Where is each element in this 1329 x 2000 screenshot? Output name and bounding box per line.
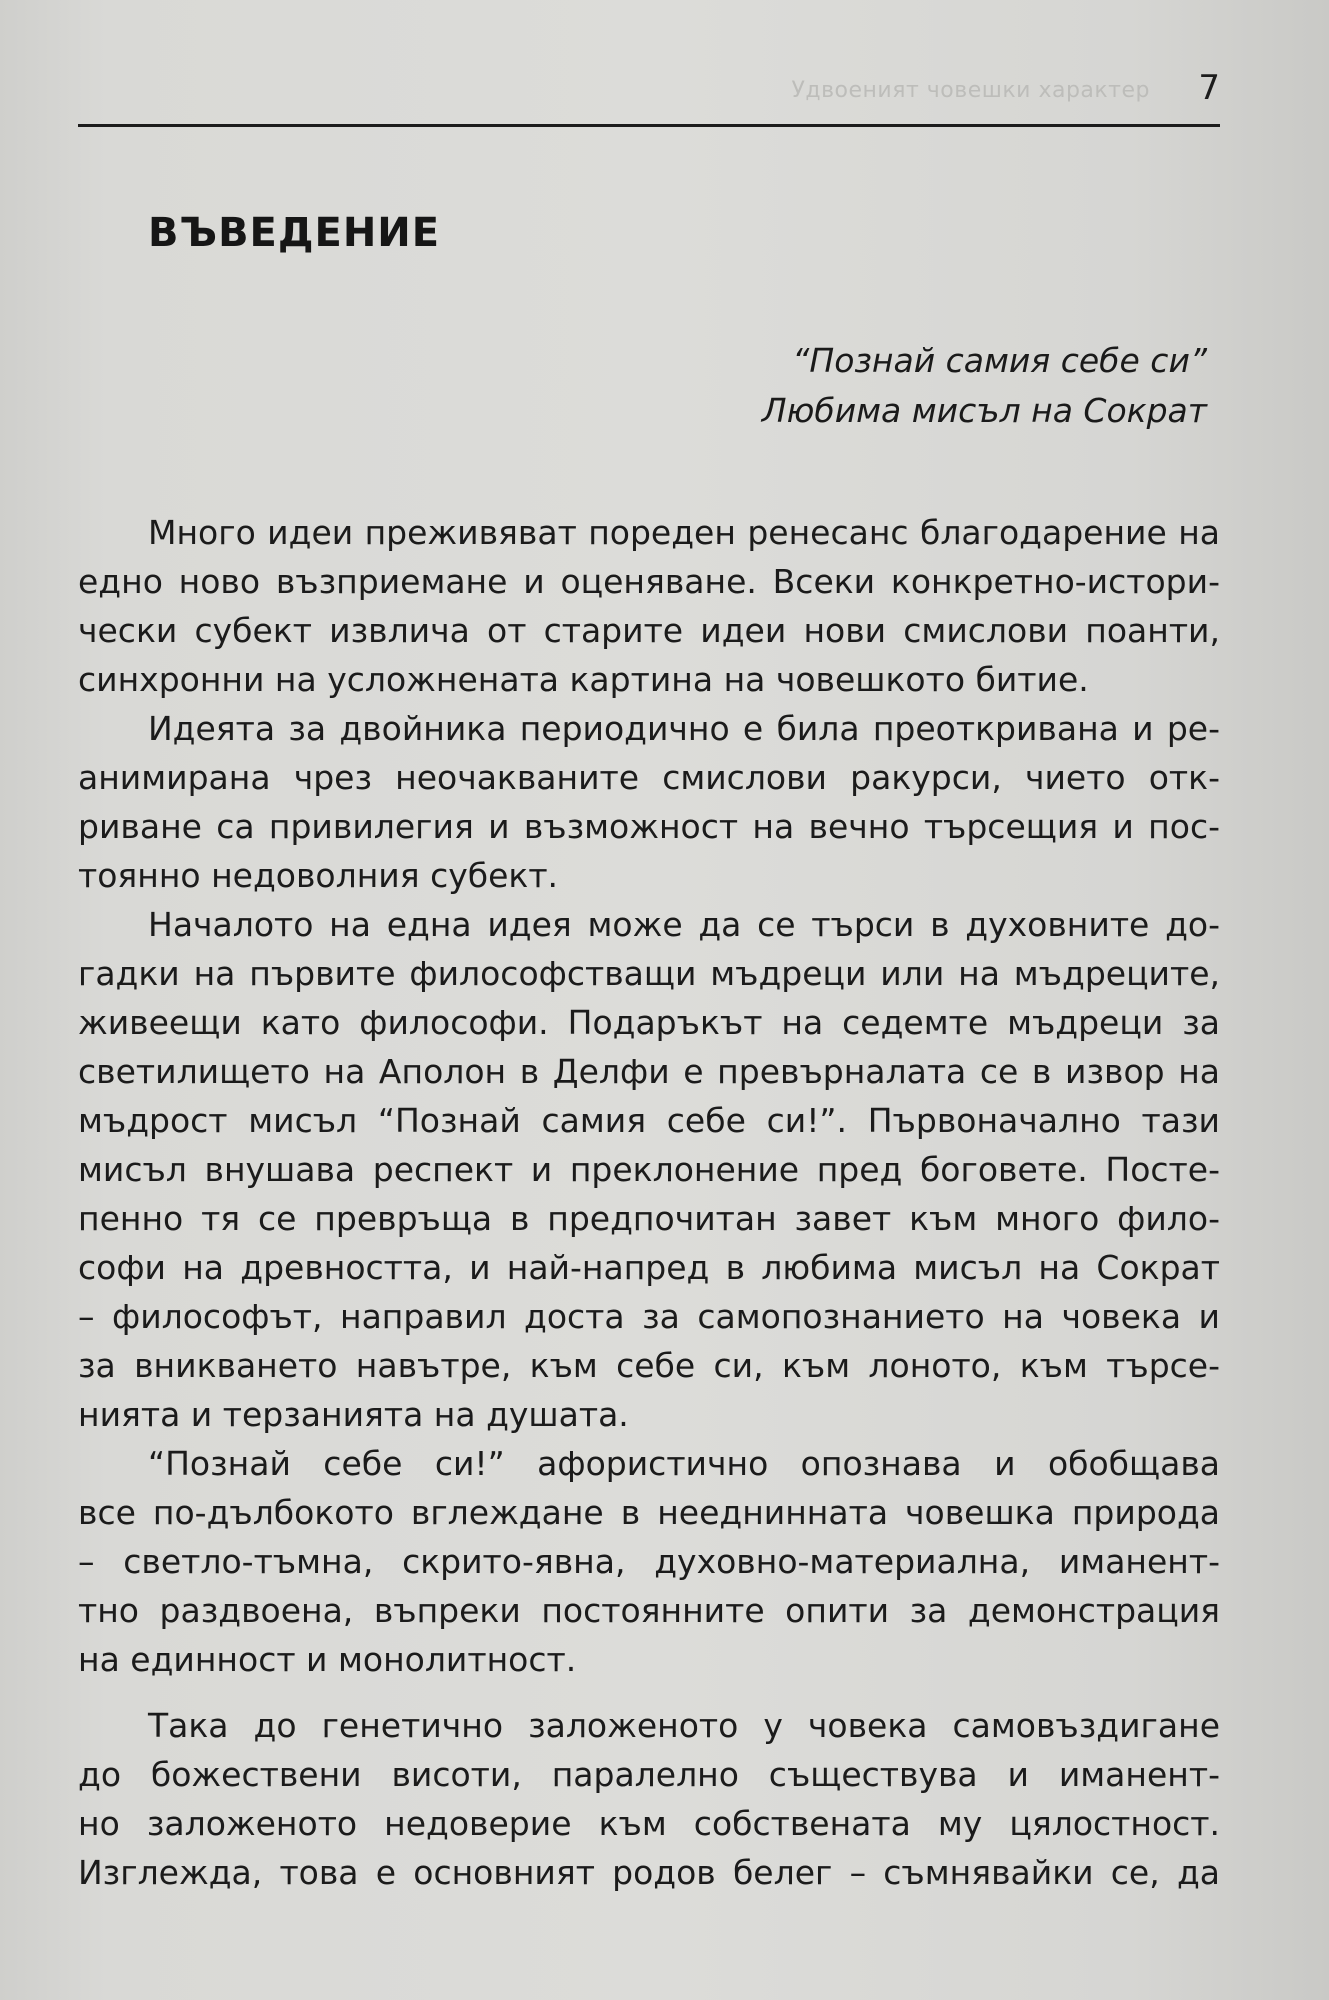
body-text	[78, 508, 1220, 1897]
text-line: синхронни на усложнената картина на човешкото битие.	[78, 660, 1089, 699]
text-line: за вникването навътре, към себе си, към лоното, към търсе-	[78, 1346, 1220, 1385]
text-line: мъдрост мисъл “Познай самия себе си!”. Първоначално тази	[78, 1101, 1220, 1140]
text-line: все по-дълбокото вглеждане в нееднинната човешка природа	[78, 1493, 1220, 1532]
paragraph-1	[78, 508, 1220, 704]
text-line: мисъл внушава респект и преклонение пред боговете. Посте-	[78, 1150, 1220, 1189]
text-line: тоянно недоволния субект.	[78, 856, 559, 895]
running-header	[78, 60, 1220, 127]
page-number: 7	[1198, 68, 1220, 108]
text-line: Много идеи преживяват пореден ренесанс благодарение на	[148, 513, 1220, 552]
paragraph-4	[78, 1439, 1220, 1684]
paragraph-5	[78, 1701, 1220, 1897]
text-line: – светло-тъмна, скрито-явна, духовно-материална, иманент-	[78, 1542, 1220, 1581]
text-line: чески субект извлича от старите идеи нови смислови поанти,	[78, 611, 1220, 650]
epigraph-quote: “Познай самия себе си”	[792, 341, 1207, 380]
text-line: Началото на една идея може да се търси в духовните до-	[148, 905, 1220, 944]
chapter-title: ВЪВЕДЕНИЕ	[148, 210, 441, 256]
text-line: едно ново възприемане и оценяване. Всеки конкретно-истори-	[78, 562, 1220, 601]
text-line: – философът, направил доста за самопознанието на човека и	[78, 1297, 1220, 1336]
text-line: светилището на Аполон в Делфи е превърналата се в извор на	[78, 1052, 1220, 1091]
running-title: Удвоеният човешки характер	[791, 78, 1150, 103]
epigraph-attribution: Любима мисъл на Сократ	[761, 391, 1207, 430]
text-line: Изглежда, това е основният родов белег – съмнявайки се, да	[78, 1853, 1220, 1892]
text-line: гадки на първите философстващи мъдреци или на мъдреците,	[78, 954, 1220, 993]
text-line: риване са привилегия и възможност на вечно търсещия и пос-	[78, 807, 1220, 846]
text-line: анимирана чрез неочакваните смислови ракурси, чието отк-	[78, 758, 1220, 797]
text-line: пенно тя се превръща в предпочитан завет към много фило-	[78, 1199, 1220, 1238]
epigraph	[762, 336, 1207, 436]
paragraph-2	[78, 704, 1220, 900]
text-line: Идеята за двойника периодично е била преоткривана и ре-	[148, 709, 1220, 748]
text-line: софи на древността, и най-напред в любима мисъл на Сократ	[78, 1248, 1220, 1287]
text-line: живеещи като философи. Подаръкът на седемте мъдреци за	[78, 1003, 1220, 1042]
paragraph-gap	[78, 1684, 1220, 1701]
text-line: “Познай себе си!” афористично опознава и обобщава	[148, 1444, 1220, 1483]
text-line: до божествени висоти, паралелно съществува и иманент-	[78, 1755, 1220, 1794]
text-line: на единност и монолитност.	[78, 1640, 577, 1679]
paragraph-3	[78, 900, 1220, 1439]
text-line: тно раздвоена, въпреки постоянните опити за демонстрация	[78, 1591, 1220, 1630]
text-line: но заложеното недоверие към собствената му цялостност.	[78, 1804, 1220, 1843]
text-line: нията и терзанията на душата.	[78, 1395, 629, 1434]
text-line: Така до генетично заложеното у човека самовъздигане	[148, 1706, 1220, 1745]
